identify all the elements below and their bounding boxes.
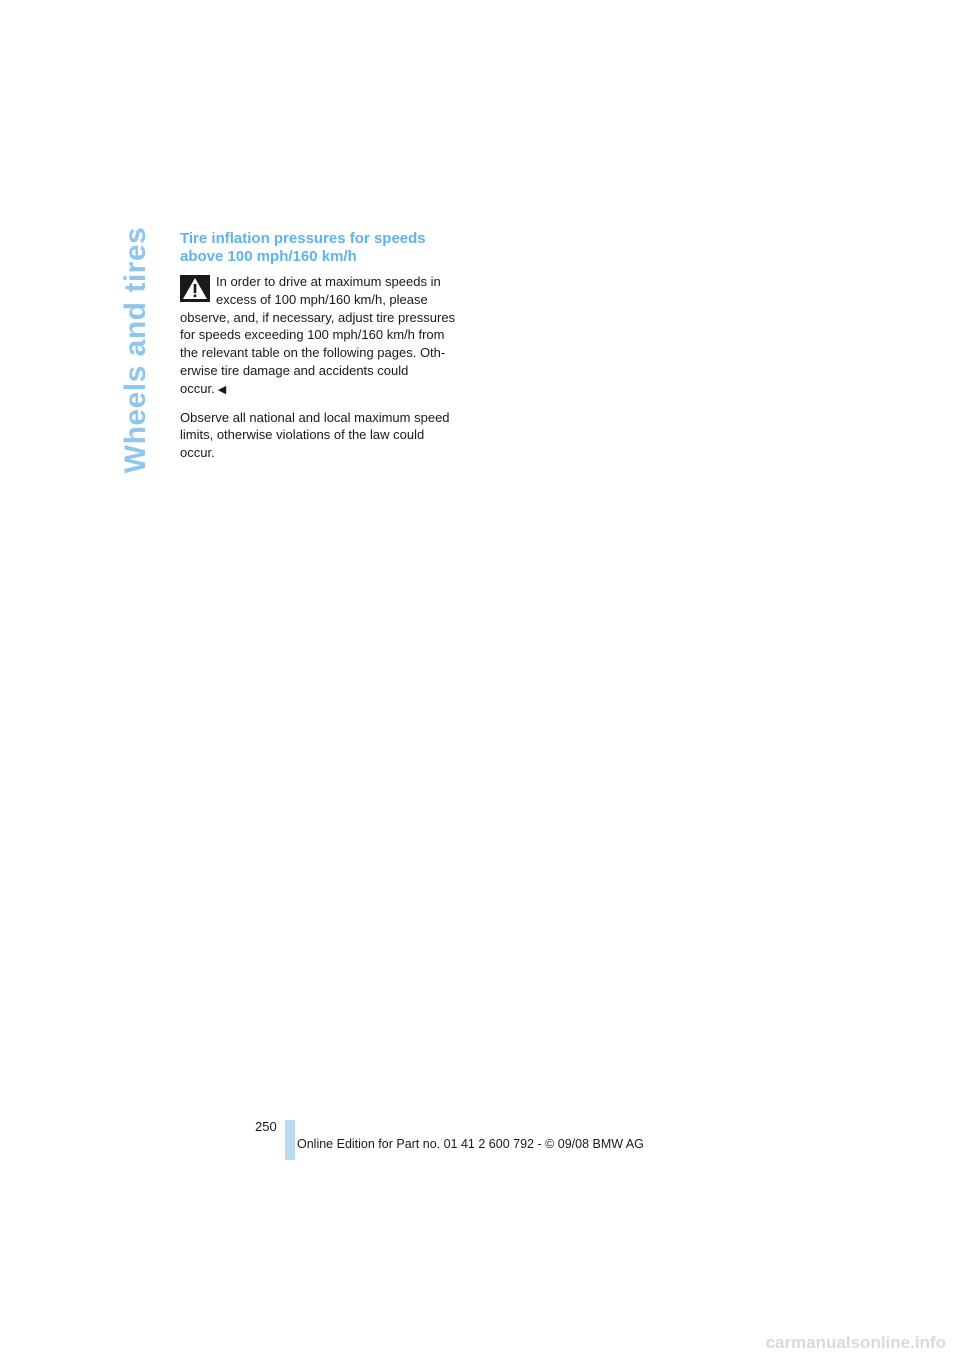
warning-line-3: observe, and, if necessary, adjust tire pressures bbox=[180, 309, 456, 325]
section-heading-line-2: above 100 mph/160 km/h bbox=[180, 248, 357, 265]
section-heading-line-1: Tire inflation pressures for speeds bbox=[180, 230, 426, 247]
warning-line-6: erwise tire damage and accidents could bbox=[180, 362, 409, 378]
page-number: 250 bbox=[255, 1119, 277, 1134]
footer-accent-bar bbox=[285, 1120, 295, 1160]
warning-line-5: the relevant table on the following pages. Oth- bbox=[180, 345, 446, 361]
warning-line-1: In order to drive at maximum speeds in bbox=[216, 274, 441, 289]
body-line-3: occur. bbox=[180, 445, 215, 461]
warning-line-4: for speeds exceeding 100 mph/160 km/h from bbox=[180, 327, 445, 343]
warning-line-7 bbox=[180, 380, 475, 400]
edition-notice: Online Edition for Part no. 01 41 2 600 792 - © 09/08 BMW AG bbox=[297, 1137, 644, 1151]
warning-notice bbox=[180, 273, 475, 400]
chapter-title: Wheels and tires bbox=[119, 226, 152, 474]
warning-triangle-icon bbox=[180, 275, 210, 302]
end-of-warning-mark: ◀ bbox=[217, 383, 227, 396]
body-paragraph bbox=[180, 409, 475, 462]
warning-line-7-text: occur. bbox=[180, 380, 215, 396]
section-heading bbox=[180, 230, 475, 266]
warning-line-2: excess of 100 mph/160 km/h, please bbox=[216, 291, 428, 307]
body-line-2: limits, otherwise violations of the law could bbox=[180, 427, 425, 443]
site-watermark: carmanualsonline.info bbox=[765, 1333, 946, 1352]
section-content bbox=[180, 230, 475, 462]
chapter-side-tab bbox=[118, 226, 154, 474]
body-line-1: Observe all national and local maximum speed bbox=[180, 409, 450, 425]
